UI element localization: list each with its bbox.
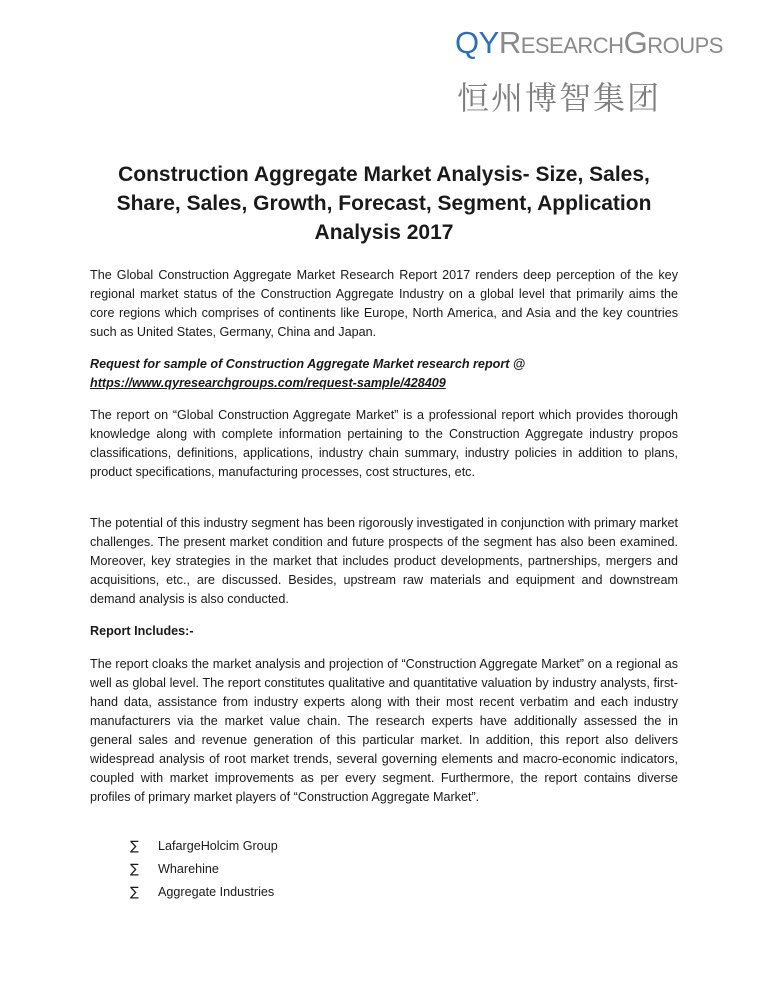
sigma-bullet-icon: ∑ xyxy=(130,885,139,900)
logo-chinese-name: 恒州博智集团 xyxy=(457,79,662,117)
report-description-paragraph: The report on “Global Construction Aggregate Market” is a professional report which provides thorough knowledge along with complete information pertaining to the Construction Aggregate industry propos classifications, definitions, applications, industry chain summary, industry policies in addition to plans, product specifications, manufacturing processes, cost structures, etc. xyxy=(90,408,678,479)
company-name: Aggregate Industries xyxy=(158,885,275,899)
sample-request-link[interactable]: https://www.qyresearchgroups.com/request-sample/428409 xyxy=(90,376,446,390)
list-item xyxy=(130,835,278,858)
company-list xyxy=(130,835,278,904)
sigma-bullet-icon: ∑ xyxy=(130,839,139,854)
list-item xyxy=(130,858,278,881)
list-item xyxy=(130,881,278,904)
industry-potential-paragraph: The potential of this industry segment has been rigorously investigated in conjunction with primary market challenges. The present market condition and future prospects of the segment has also been examined. Moreover, key strategies in the market that includes product developments, partnerships, mergers and acquisitions, etc., are discussed. Besides, upstream raw materials and equipment and downstream demand analysis is also conducted. xyxy=(90,516,678,606)
report-scope-paragraph: The report cloaks the market analysis and projection of “Construction Aggregate Market” on a regional as well as global level. The report constitutes qualitative and quantitative valuation by industry analysts, first-hand data, assistance from industry experts along with their most recent verbatim and each industry manufacturers via the market value chain. The research experts have additionally assessed the in general sales and revenue generation of this particular market. In addition, this report also delivers widespread analysis of root market trends, several governing elements and macro-economic indicators, coupled with market improvements as per every segment. Furthermore, the report contains diverse profiles of primary market players of “Construction Aggregate Market”. xyxy=(90,657,678,804)
company-name: LafargeHolcim Group xyxy=(158,839,278,853)
report-includes-heading: Report Includes:- xyxy=(90,624,194,638)
company-name: Wharehine xyxy=(158,862,219,876)
document-title: Construction Aggregate Market Analysis- Size, Sales, Share, Sales, Growth, Forecast, Segment, Application Analysis 2017 xyxy=(116,163,652,244)
sample-request xyxy=(90,355,678,393)
company-logo xyxy=(455,24,723,134)
sigma-bullet-icon: ∑ xyxy=(130,862,139,877)
sample-request-label: Request for sample of Construction Aggregate Market research report @ xyxy=(90,357,526,371)
intro-paragraph: The Global Construction Aggregate Market Research Report 2017 renders deep perception of the key regional market status of the Construction Aggregate Industry on a global level that primarily aims the core regions which comprises of continents like Europe, North America, and Asia and the key countries such as United States, Germany, China and Japan. xyxy=(90,268,678,339)
logo-wordmark: QYRESEARCHGROUPS xyxy=(455,25,723,60)
